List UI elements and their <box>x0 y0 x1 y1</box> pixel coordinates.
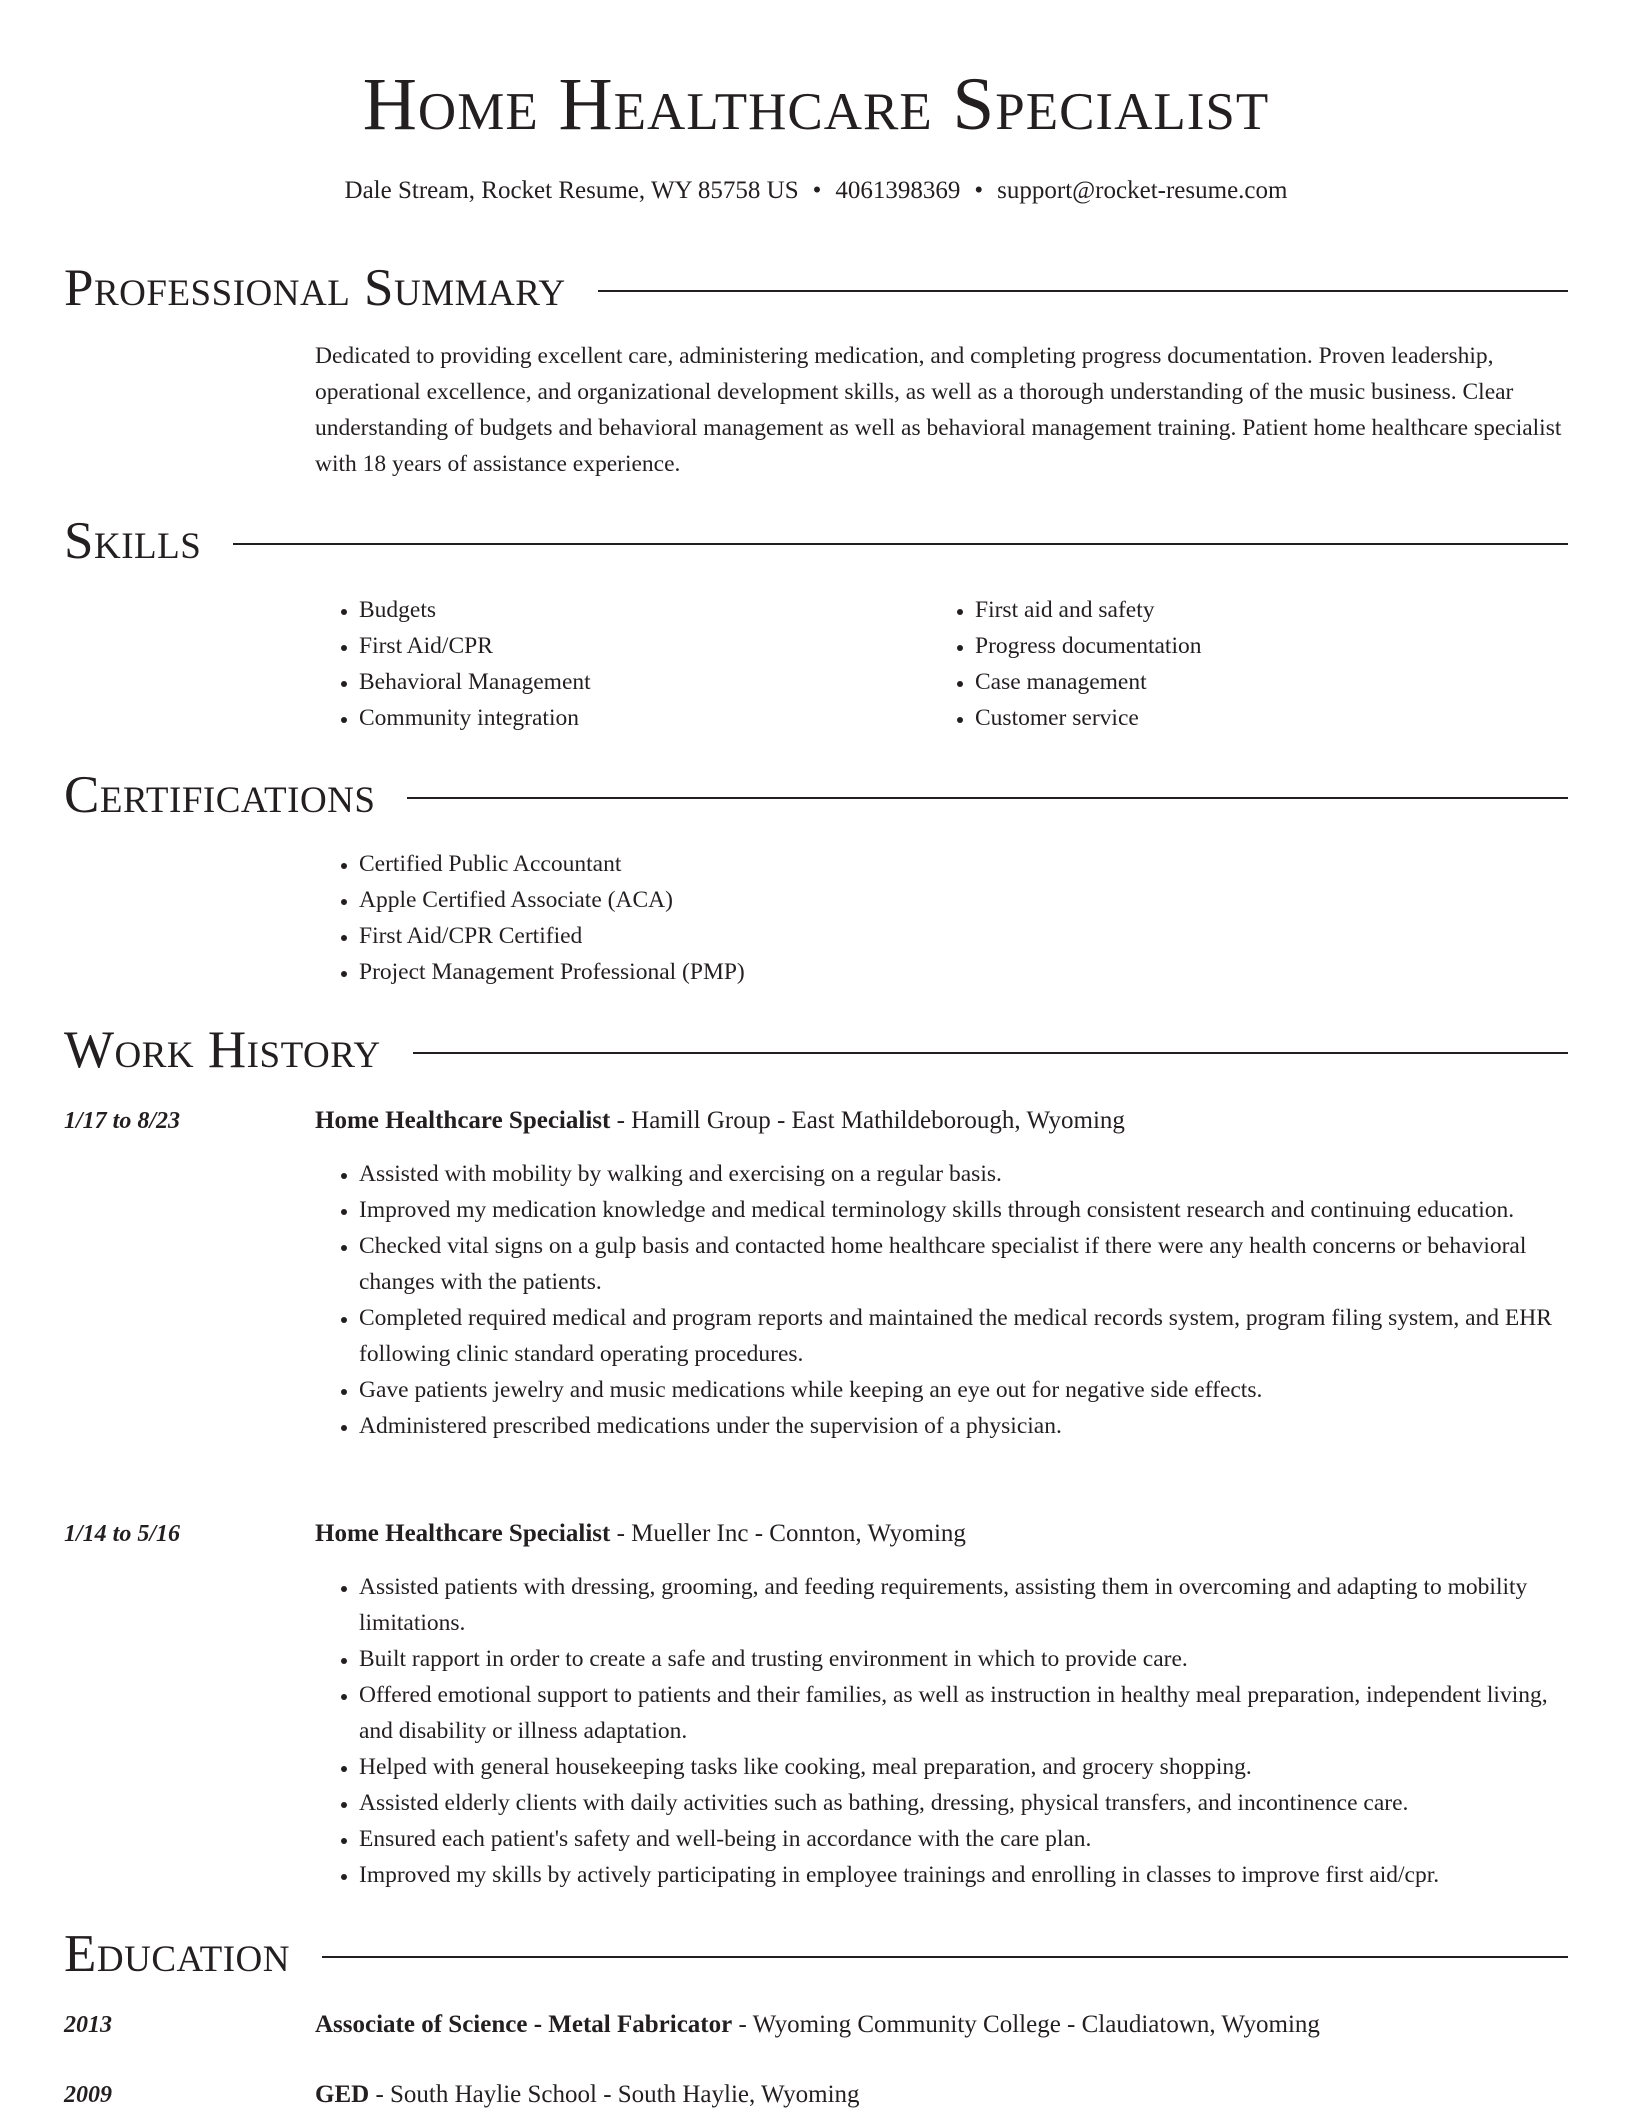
summary-text: Dedicated to providing excellent care, administering medication, and completing progress documentation. Proven leadership, operational excellence, and organizational development skills, as well as a thorough understanding of the music business. Clear understanding of budgets and behavioral management as well as behavioral management training. Patient home healthcare specialist with 18 years of assistance experience. <box>315 343 1562 477</box>
section-title: Education <box>64 1925 290 1983</box>
skill-item: • Case management <box>975 664 1491 700</box>
education-year: 2013 <box>64 2012 112 2038</box>
job-title: Home Healthcare Specialist <box>315 1520 611 1547</box>
job-bullet: • Built rapport in order to create a safe and trusting environment in which to provide care. <box>359 1641 1565 1677</box>
job-bullets <box>315 1569 1565 1893</box>
section-header-certifications <box>64 764 1568 826</box>
job-bullet: • Helped with general housekeeping tasks like cooking, meal preparation, and grocery shopping. <box>359 1749 1565 1785</box>
section-header-education <box>64 1923 1568 1985</box>
job-title: Home Healthcare Specialist <box>315 1107 611 1134</box>
job-heading <box>315 1103 1570 1139</box>
contact-line <box>0 174 1632 208</box>
job-bullets <box>315 1156 1565 1444</box>
address: Dale Stream, Rocket Resume, WY 85758 US <box>344 177 799 204</box>
section-header-work-history <box>64 1019 1568 1081</box>
job-bullet: • Administered prescribed medications under the supervision of a physician. <box>359 1408 1565 1444</box>
phone: 4061398369 <box>835 177 961 204</box>
education-entry <box>315 2007 1570 2043</box>
skill-item: • Community integration <box>359 700 875 736</box>
skill-item: • Customer service <box>975 700 1491 736</box>
certification-item: • Apple Certified Associate (ACA) <box>359 882 1565 918</box>
email: support@rocket-resume.com <box>997 177 1288 204</box>
job-employer: - Hamill Group - East Mathildeborough, Wyoming <box>610 1107 1125 1134</box>
job-employer: - Mueller Inc - Connton, Wyoming <box>610 1520 966 1547</box>
education-entry <box>315 2077 1570 2113</box>
school: - South Haylie School - South Haylie, Wyoming <box>369 2081 860 2108</box>
education-year: 2009 <box>64 2082 112 2108</box>
job-bullet: • Assisted patients with dressing, grooming, and feeding requirements, assisting them in overcoming and adapting to mobility limitations. <box>359 1569 1565 1641</box>
skill-item: • Budgets <box>359 592 875 628</box>
certification-item: • Project Management Professional (PMP) <box>359 954 1565 990</box>
section-rule <box>322 1956 1568 1958</box>
degree: GED <box>315 2081 370 2108</box>
skill-item: • Progress documentation <box>975 628 1491 664</box>
job-bullet: • Offered emotional support to patients and their families, as well as instruction in healthy meal preparation, independent living, and disability or illness adaptation. <box>359 1677 1565 1749</box>
skills-column-right <box>931 592 1491 736</box>
certification-item: • First Aid/CPR Certified <box>359 918 1565 954</box>
job-bullet: • Completed required medical and program reports and maintained the medical records system, program filing system, and EHR following clinic standard operating procedures. <box>359 1300 1565 1372</box>
certification-item: • Certified Public Accountant <box>359 846 1565 882</box>
section-rule <box>233 543 1568 545</box>
section-title: Certifications <box>64 766 376 824</box>
job-heading <box>315 1516 1570 1552</box>
job-bullet: • Gave patients jewelry and music medications while keeping an eye out for negative side effects. <box>359 1372 1565 1408</box>
section-rule <box>413 1052 1568 1054</box>
job-bullet: • Ensured each patient's safety and well-being in accordance with the care plan. <box>359 1821 1565 1857</box>
skill-item: • First aid and safety <box>975 592 1491 628</box>
section-header-skills <box>64 510 1568 572</box>
job-bullet: • Improved my skills by actively participating in employee trainings and enrolling in classes to improve first aid/cpr. <box>359 1857 1565 1893</box>
section-title: Work History <box>64 1021 381 1079</box>
section-rule <box>407 797 1568 799</box>
job-bullet: • Assisted with mobility by walking and exercising on a regular basis. <box>359 1156 1565 1192</box>
job-bullet: • Checked vital signs on a gulp basis and contacted home healthcare specialist if there were any health concerns or behavioral changes with the patients. <box>359 1228 1565 1300</box>
certifications-list <box>315 846 1565 990</box>
job-dates: 1/17 to 8/23 <box>64 1108 181 1134</box>
separator: • <box>812 177 822 204</box>
section-header-summary <box>64 257 1568 319</box>
skill-item: • First Aid/CPR <box>359 628 875 664</box>
job-bullet: • Improved my medication knowledge and medical terminology skills through consistent research and continuing education. <box>359 1192 1565 1228</box>
separator: • <box>974 177 984 204</box>
skill-item: • Behavioral Management <box>359 664 875 700</box>
section-title: Skills <box>64 512 202 570</box>
candidate-name: Home Healthcare Specialist <box>362 63 1270 146</box>
degree: Associate of Science - Metal Fabricator <box>315 2011 733 2038</box>
section-rule <box>598 290 1568 292</box>
school: - Wyoming Community College - Claudiatown, Wyoming <box>732 2011 1320 2038</box>
skills-column-left <box>315 592 875 736</box>
job-dates: 1/14 to 5/16 <box>64 1521 181 1547</box>
job-bullet: • Assisted elderly clients with daily activities such as bathing, dressing, physical transfers, and incontinence care. <box>359 1785 1565 1821</box>
section-title: Professional Summary <box>64 259 566 317</box>
